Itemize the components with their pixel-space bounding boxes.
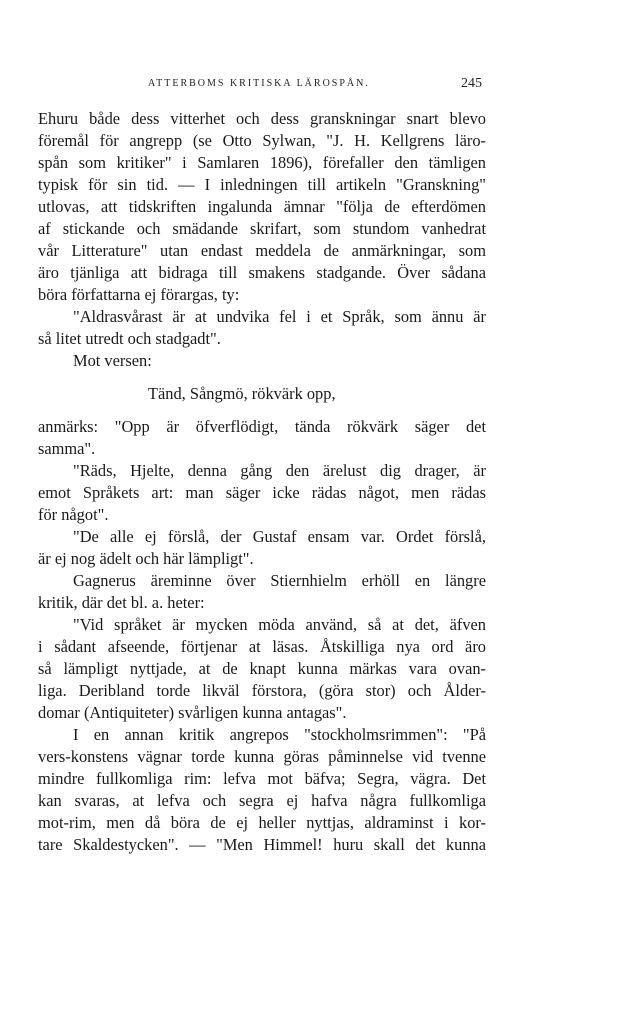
- text-line: kritik, där det bl. a. heter:: [38, 593, 205, 612]
- text-line: Gagnerus äreminne över Stiernhielm erhöll en längre: [73, 571, 486, 590]
- text-line: I en annan kritik angrepos "stockholmsrimmen": "På: [73, 725, 486, 744]
- text-line: i sådant afseende, förtjenar at läsas. Åtskilliga nya ord äro: [38, 637, 486, 656]
- text-line: Mot versen:: [73, 351, 152, 370]
- text-line: spån som kritiker" i Samlaren 1896), förefaller den tämligen: [38, 153, 486, 172]
- running-head: ATTERBOMS KRITISKA LÄROSPÅN.: [148, 78, 370, 89]
- text-line: äro tjänliga att bidraga till smakens stadgande. Över sådana: [38, 263, 486, 282]
- text-line: är ej nog ädelt och här lämpligt".: [38, 549, 254, 568]
- text-line: typisk för sin tid. — I inledningen till artikeln "Granskning": [38, 175, 486, 194]
- text-line: "Aldrasvårast är at undvika fel i et Språk, som ännu är: [73, 307, 486, 326]
- text-line: "Vid språket är mycken möda använd, så at det, äfven: [73, 615, 486, 634]
- text-line: emot Språkets art: man säger icke rädas något, men rädas: [38, 483, 486, 502]
- text-line: af stickande och smädande skrifart, som stundom vanhedrat: [38, 219, 486, 238]
- text-line: domar (Antiquiteter) svårligen kunna antagas".: [38, 703, 347, 722]
- text-line: samma".: [38, 439, 96, 458]
- text-line: böra författarna ej förargas, ty:: [38, 285, 240, 304]
- text-line: så litet utredt och stadgadt".: [38, 329, 221, 348]
- text-line: föremål för angrepp (se Otto Sylwan, "J. H. Kellgrens läro-: [38, 131, 486, 150]
- text-line: tare Skaldestycken". — "Men Himmel! huru skall det kunna: [38, 835, 486, 854]
- text-line: "De alle ej förslå, der Gustaf ensam var. Ordet förslå,: [73, 527, 486, 546]
- text-line: Ehuru både dess vitterhet och dess granskningar snart blevo: [38, 109, 486, 128]
- page-number: 245: [461, 76, 482, 91]
- text-line: liga. Deribland torde likväl förstora, (göra stor) och Ålder-: [38, 681, 486, 700]
- text-line: vår Litterature" utan endast meddela de anmärkningar, som: [38, 241, 486, 260]
- text-line: kan svaras, at lefva och segra ej hafva några fullkomliga: [38, 791, 486, 810]
- text-line: anmärks: "Opp är öfverflödigt, tända rökvärk säger det: [38, 417, 486, 436]
- text-line: så lämpligt nyttjade, at de knapt kunna märkas vara ovan-: [38, 659, 486, 678]
- text-line: vers-konstens vägnar torde kunna göras påminnelse vid tvenne: [38, 747, 486, 766]
- text-line: för något".: [38, 505, 109, 524]
- text-line: utlovas, att tidskriften ingalunda ämnar "följa de efterdömen: [38, 197, 486, 216]
- text-line: mot-rim, men då böra de ej heller nyttjas, aldraminst i kor-: [38, 813, 486, 832]
- verse-line: Tänd, Sångmö, rökvärk opp,: [148, 384, 336, 403]
- text-line: "Räds, Hjelte, denna gång den ärelust dig drager, är: [73, 461, 486, 480]
- text-line: mindre fullkomliga rim: lefva mot bäfva; Segra, vägra. Det: [38, 769, 486, 788]
